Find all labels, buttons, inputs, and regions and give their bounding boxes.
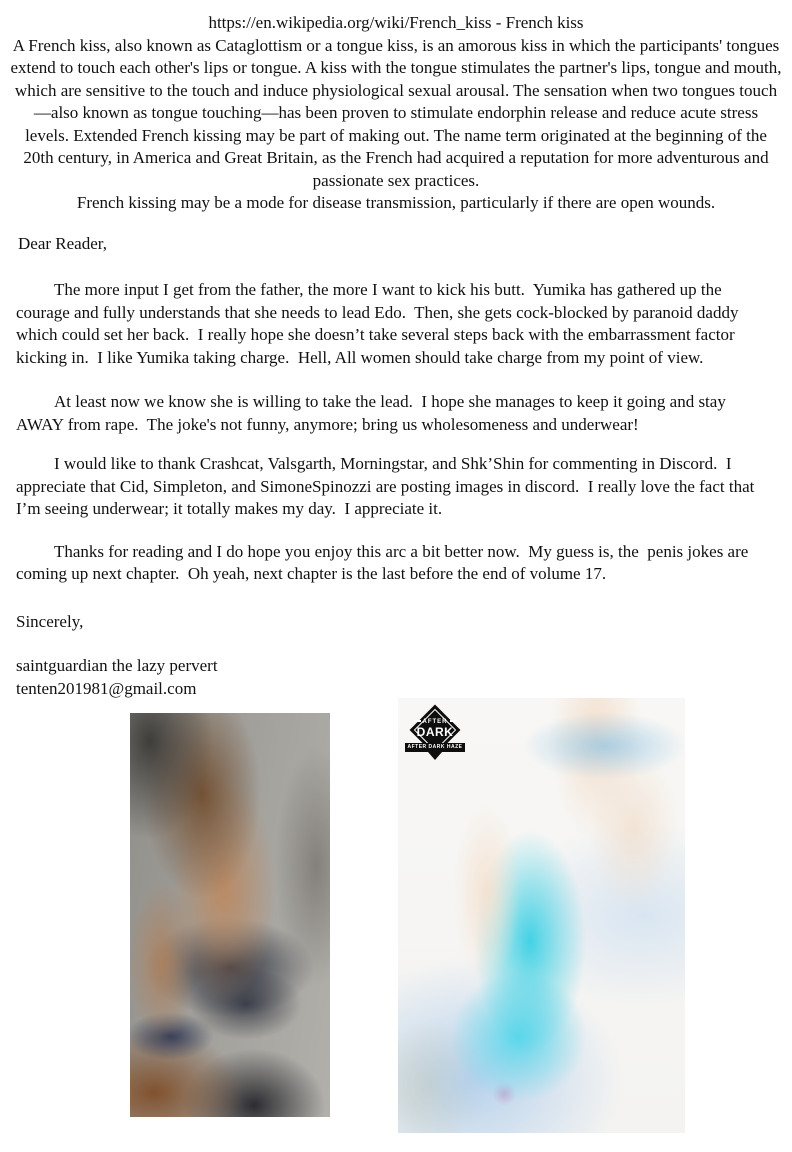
- photo-left-thumbnail: [130, 713, 330, 1117]
- letter-signature: [16, 655, 776, 700]
- badge-main-text: DARK: [416, 725, 454, 739]
- badge-tagline-banner: AFTER DARK HAZE: [405, 743, 465, 752]
- letter-paragraph: The more input I get from the father, the more I want to kick his butt. Yumika has gathered up the courage and fully understands that she needs to lead Edo. Then, she gets cock-blocked by paranoid daddy which could set her back. I really hope she doesn’t take several steps back with the embarrassment factor kicking in. I like Yumika taking charge. Hell, All women should take charge from my point of view.: [16, 280, 743, 367]
- wiki-section: [10, 12, 786, 215]
- badge-top-text: AFTER: [404, 719, 466, 726]
- letter-body: [16, 233, 776, 701]
- letter-paragraph: I would like to thank Crashcat, Valsgarth, Morningstar, and Shk’Shin for commenting in Discord. I appreciate that Cid, Simpleton, and SimoneSpinozzi are posting images in discord. I really love the fact that I’m seeing underwear; it totally makes my day. I appreciate it.: [16, 454, 759, 518]
- letter-salutation: Dear Reader,: [18, 233, 107, 253]
- badge-bottom-tip: [428, 752, 442, 760]
- after-dark-badge: [404, 706, 466, 766]
- signature-name: saintguardian the lazy pervert: [16, 656, 218, 675]
- signature-email: tenten201981@gmail.com: [16, 678, 197, 698]
- wiki-note-line: French kissing may be a mode for disease transmission, particularly if there are open wounds.: [76, 193, 716, 212]
- badge-text-block: [404, 719, 466, 739]
- letter-paragraph: Thanks for reading and I do hope you enjoy this arc a bit better now. My guess is, the penis jokes are coming up next chapter. Oh yeah, next chapter is the last before the end of volume 17.: [16, 541, 753, 583]
- letter-paragraph: At least now we know she is willing to take the lead. I hope she manages to keep it going and stay AWAY from rape. The joke's not funny, anymore; bring us wholesomeness and underwear!: [16, 392, 730, 434]
- photo-right-thumbnail: [398, 698, 685, 1133]
- source-url-line: https://en.wikipedia.org/wiki/French_kiss - French kiss: [208, 13, 584, 32]
- letter-closing: Sincerely,: [16, 611, 84, 631]
- wiki-excerpt-paragraph: A French kiss, also known as Cataglottism or a tongue kiss, is an amorous kiss in which the participants' tongues extend to touch each other's lips or tongue. A kiss with the tongue stimulates the partner's lips, tongue and mouth, which are sensitive to the touch and induce physiological sexual arousal. The sensation when two tongues touch—also known as tongue touching—has been proven to stimulate endorphin release and reduce acute stress levels. Extended French kissing may be part of making out. The name term originated at the beginning of the 20th century, in America and Great Britain, as the French had acquired a reputation for more adventurous and passionate sex practices.: [10, 35, 786, 190]
